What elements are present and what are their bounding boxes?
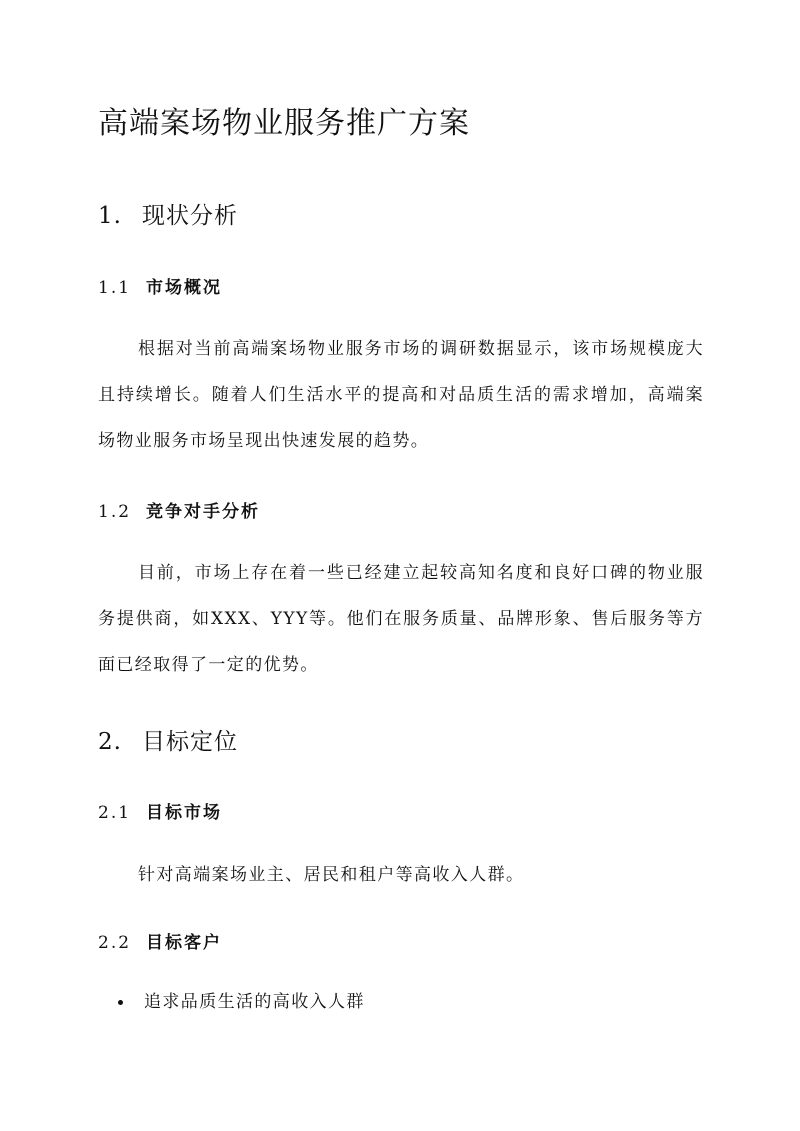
section-number: 2. [98, 729, 122, 755]
target-customer-list [98, 990, 365, 1014]
document-title: 高端案场物业服务推广方案 [98, 106, 470, 141]
paragraph-competitor-analysis: 目前，市场上存在着一些已经建立起较高知名度和良好口碑的物业服务提供商，如XXX、YYY等。他们在服务质量、品牌形象、售后服务等方面已经取得了一定的优势。 [98, 563, 704, 675]
subsection-title: 竞争对手分析 [146, 502, 260, 522]
subsection-heading-2-1 [98, 798, 222, 823]
bullet-icon [118, 1000, 123, 1005]
subsection-number: 1.2 [98, 502, 132, 522]
subsection-number: 2.1 [98, 803, 132, 823]
paragraph-target-market: 针对高端案场业主、居民和租户等高收入人群。 [138, 865, 525, 885]
paragraph-market-overview: 根据对当前高端案场物业服务市场的调研数据显示，该市场规模庞大且持续增长。随着人们生活水平的提高和对品质生活的需求增加，高端案场物业服务市场呈现出快速发展的趋势。 [98, 339, 704, 451]
section-heading-1 [98, 197, 238, 230]
list-item [98, 990, 365, 1014]
subsection-heading-1-2 [98, 497, 260, 522]
section-heading-2 [98, 723, 238, 756]
list-item-text: 追求品质生活的高收入人群 [144, 992, 365, 1012]
section-title: 现状分析 [142, 203, 238, 229]
subsection-title: 目标客户 [146, 933, 222, 953]
subsection-heading-2-2 [98, 928, 222, 953]
section-number: 1. [98, 203, 122, 229]
subsection-title: 目标市场 [146, 803, 222, 823]
subsection-heading-1-1 [98, 273, 222, 298]
subsection-number: 2.2 [98, 933, 132, 953]
section-title: 目标定位 [142, 729, 238, 755]
subsection-title: 市场概况 [146, 278, 222, 298]
subsection-number: 1.1 [98, 278, 132, 298]
